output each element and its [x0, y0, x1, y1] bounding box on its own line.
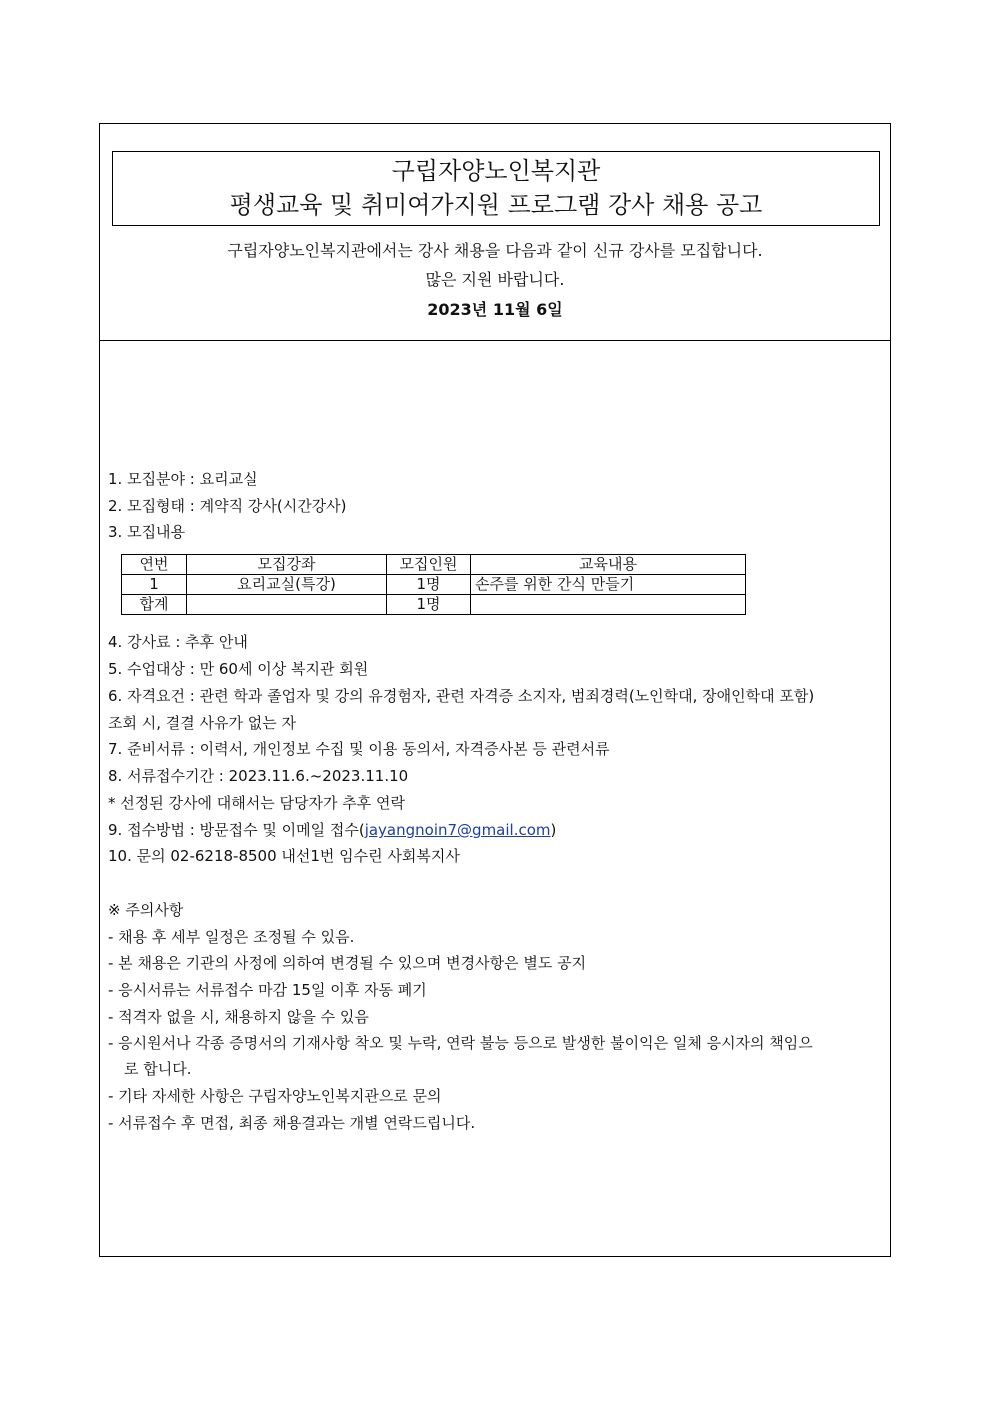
item-contact: 10. 문의 02-6218-8500 내선1번 임수린 사회복지사 — [108, 847, 460, 865]
item-method-close: ) — [550, 821, 557, 839]
announcement-date: 2023년 11월 6일 — [427, 300, 563, 319]
table-cell: 손주를 위한 간식 만들기 — [471, 575, 746, 595]
table-row — [122, 575, 746, 595]
table-cell: 1 — [122, 575, 187, 595]
email-link[interactable]: jayangnoin7@gmail.com — [364, 821, 551, 839]
item-qualification-cont: 조회 시, 결결 사유가 없는 자 — [108, 714, 296, 732]
item-method-text: 9. 접수방법 : 방문접수 및 이메일 접수( — [108, 821, 365, 839]
notice-item: - 응시원서나 각종 증명서의 기재사항 착오 및 누락, 연락 불능 등으로 발생한 불이익은 일체 응시자의 책임으 — [108, 1034, 813, 1052]
table-cell: 합계 — [122, 595, 187, 615]
table-cell: 1명 — [387, 595, 471, 615]
notice-document — [99, 123, 891, 1257]
notice-item: - 적격자 없을 시, 채용하지 않을 수 있음 — [108, 1008, 369, 1026]
org-name: 구립자양노인복지관 — [391, 157, 601, 185]
table-header: 연번 — [122, 555, 187, 575]
table-total-row — [122, 595, 746, 615]
item-recruit-content: 3. 모집내용 — [108, 523, 186, 541]
recruit-table — [121, 554, 746, 615]
item-recruit-field: 1. 모집분야 : 요리교실 — [108, 470, 258, 488]
table-cell — [471, 595, 746, 615]
table-header-row — [122, 555, 746, 575]
table-header: 모집인원 — [387, 555, 471, 575]
notice-item: - 채용 후 세부 일정은 조정될 수 있음. — [108, 928, 355, 946]
notice-item-cont: 로 합니다. — [124, 1060, 192, 1078]
item-qualification: 6. 자격요건 : 관련 학과 졸업자 및 강의 유경험자, 관련 자격증 소지자, 범죄경력(노인학대, 장애인학대 포함) — [108, 687, 815, 705]
item-fee: 4. 강사료 : 추후 안내 — [108, 633, 248, 651]
notice-item: - 본 채용은 기관의 사정에 의하여 변경될 수 있으며 변경사항은 별도 공지 — [108, 954, 587, 972]
item-period: 8. 서류접수기간 : 2023.11.6.~2023.11.10 — [108, 767, 409, 785]
table-cell — [187, 595, 387, 615]
item-recruit-type: 2. 모집형태 : 계약직 강사(시간강사) — [108, 497, 347, 515]
table-cell: 1명 — [387, 575, 471, 595]
table-header: 교육내용 — [471, 555, 746, 575]
item-target: 5. 수업대상 : 만 60세 이상 복지관 회원 — [108, 660, 369, 678]
notice-item: - 서류접수 후 면접, 최종 채용결과는 개별 연락드립니다. — [108, 1114, 476, 1132]
table-header: 모집강좌 — [187, 555, 387, 575]
notice-item: - 응시서류는 서류접수 마감 15일 이후 자동 폐기 — [108, 981, 427, 999]
body-content — [108, 124, 888, 1254]
table-cell: 요리교실(특강) — [187, 575, 387, 595]
intro-line-2: 많은 지원 바랍니다. — [425, 270, 565, 289]
page-title: 평생교육 및 취미여가지원 프로그램 강사 채용 공고 — [229, 191, 763, 219]
notice-heading: ※ 주의사항 — [108, 901, 184, 919]
notice-item: - 기타 자세한 사항은 구립자양노인복지관으로 문의 — [108, 1087, 442, 1105]
item-documents: 7. 준비서류 : 이력서, 개인정보 수집 및 이용 동의서, 자격증사본 등 관련서류 — [108, 740, 610, 758]
intro-line-1: 구립자양노인복지관에서는 강사 채용을 다음과 같이 신규 강사를 모집합니다. — [227, 241, 763, 260]
item-period-note: * 선정된 강사에 대해서는 담당자가 추후 연락 — [108, 794, 405, 812]
item-method — [108, 820, 556, 840]
